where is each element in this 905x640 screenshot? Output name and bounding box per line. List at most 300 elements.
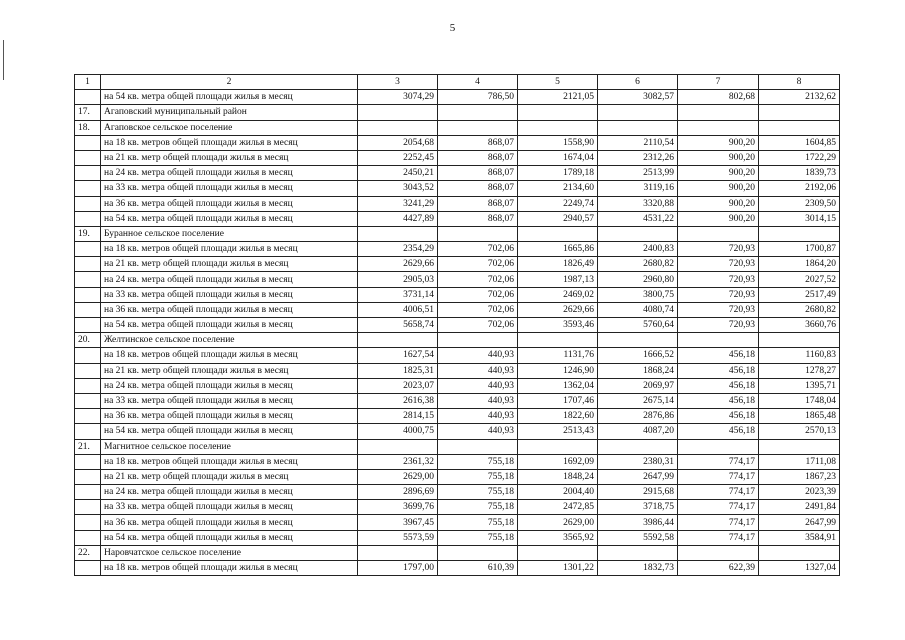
value-cell-col-6: 3082,57: [598, 90, 678, 105]
empty-cell: [678, 439, 759, 454]
row-label: на 21 кв. метр общей площади жилья в месяц: [101, 257, 358, 272]
value-cell-col-6: 2675,14: [598, 393, 678, 408]
row-label: на 54 кв. метра общей площади жилья в месяц: [101, 318, 358, 333]
column-number-3: 3: [358, 75, 438, 90]
section-row: [75, 105, 840, 120]
value-cell-col-8: 1604,85: [759, 135, 840, 150]
empty-cell: [358, 105, 438, 120]
value-cell-col-5: 1246,90: [518, 363, 598, 378]
row-label: на 24 кв. метра общей площади жилья в месяц: [101, 378, 358, 393]
table-row: [75, 378, 840, 393]
value-cell-col-6: 3986,44: [598, 515, 678, 530]
value-cell-col-5: 1987,13: [518, 272, 598, 287]
row-number-cell: [75, 166, 101, 181]
value-cell-col-6: 2915,68: [598, 485, 678, 500]
value-cell-col-5: 3565,92: [518, 530, 598, 545]
value-cell-col-6: 1666,52: [598, 348, 678, 363]
empty-cell: [358, 226, 438, 241]
value-cell-col-5: 1848,24: [518, 469, 598, 484]
value-cell-col-7: 720,93: [678, 242, 759, 257]
table-row: [75, 515, 840, 530]
row-label: на 21 кв. метр общей площади жилья в месяц: [101, 150, 358, 165]
empty-cell: [759, 439, 840, 454]
empty-cell: [598, 120, 678, 135]
table-row: [75, 211, 840, 226]
column-number-4: 4: [438, 75, 518, 90]
row-label: на 54 кв. метра общей площади жилья в месяц: [101, 211, 358, 226]
value-cell-col-6: 1832,73: [598, 561, 678, 576]
table-row: [75, 257, 840, 272]
value-cell-col-6: 1868,24: [598, 363, 678, 378]
value-cell-col-5: 2472,85: [518, 500, 598, 515]
empty-cell: [518, 333, 598, 348]
value-cell-col-6: 2647,99: [598, 469, 678, 484]
empty-cell: [358, 120, 438, 135]
table-row: [75, 150, 840, 165]
value-cell-col-7: 774,17: [678, 530, 759, 545]
section-number: 22.: [75, 545, 101, 560]
table-row: [75, 561, 840, 576]
value-cell-col-6: 2312,26: [598, 150, 678, 165]
value-cell-col-8: 2491,84: [759, 500, 840, 515]
row-label: на 36 кв. метра общей площади жилья в месяц: [101, 515, 358, 530]
value-cell-col-4: 702,06: [438, 302, 518, 317]
row-label: на 33 кв. метра общей площади жилья в месяц: [101, 393, 358, 408]
section-number: 21.: [75, 439, 101, 454]
value-cell-col-4: 702,06: [438, 257, 518, 272]
value-cell-col-3: 3967,45: [358, 515, 438, 530]
value-cell-col-4: 868,07: [438, 181, 518, 196]
row-number-cell: [75, 257, 101, 272]
value-cell-col-5: 2249,74: [518, 196, 598, 211]
value-cell-col-4: 702,06: [438, 242, 518, 257]
column-number-5: 5: [518, 75, 598, 90]
table-row: [75, 485, 840, 500]
value-cell-col-6: 5592,58: [598, 530, 678, 545]
section-title: Желтинское сельское поселение: [101, 333, 358, 348]
value-cell-col-5: 1558,90: [518, 135, 598, 150]
value-cell-col-7: 456,18: [678, 409, 759, 424]
page-number: 5: [449, 22, 456, 34]
section-row: [75, 120, 840, 135]
row-number-cell: [75, 135, 101, 150]
value-cell-col-5: 1822,60: [518, 409, 598, 424]
value-cell-col-4: 440,93: [438, 393, 518, 408]
value-cell-col-4: 786,50: [438, 90, 518, 105]
row-label: на 54 кв. метра общей площади жилья в месяц: [101, 424, 358, 439]
row-number-cell: [75, 378, 101, 393]
row-label: на 33 кв. метра общей площади жилья в месяц: [101, 500, 358, 515]
row-label: на 18 кв. метров общей площади жилья в месяц: [101, 348, 358, 363]
row-label: на 18 кв. метров общей площади жилья в месяц: [101, 242, 358, 257]
value-cell-col-6: 3718,75: [598, 500, 678, 515]
value-cell-col-4: 755,18: [438, 485, 518, 500]
value-cell-col-6: 4531,22: [598, 211, 678, 226]
value-cell-col-8: 1748,04: [759, 393, 840, 408]
row-number-cell: [75, 211, 101, 226]
value-cell-col-6: 4087,20: [598, 424, 678, 439]
value-cell-col-7: 900,20: [678, 196, 759, 211]
empty-cell: [438, 226, 518, 241]
empty-cell: [598, 439, 678, 454]
section-row: [75, 226, 840, 241]
value-cell-col-3: 1797,00: [358, 561, 438, 576]
row-label: на 33 кв. метра общей площади жилья в месяц: [101, 287, 358, 302]
value-cell-col-5: 1665,86: [518, 242, 598, 257]
empty-cell: [518, 439, 598, 454]
value-cell-col-8: 1278,27: [759, 363, 840, 378]
value-cell-col-6: 2400,83: [598, 242, 678, 257]
value-cell-col-8: 2680,82: [759, 302, 840, 317]
empty-cell: [598, 545, 678, 560]
table-row: [75, 409, 840, 424]
empty-cell: [759, 333, 840, 348]
value-cell-col-4: 868,07: [438, 166, 518, 181]
value-cell-col-3: 4000,75: [358, 424, 438, 439]
section-number: 19.: [75, 226, 101, 241]
value-cell-col-5: 2629,00: [518, 515, 598, 530]
value-cell-col-7: 456,18: [678, 393, 759, 408]
table-row: [75, 272, 840, 287]
column-number-1: 1: [75, 75, 101, 90]
value-cell-col-3: 2023,07: [358, 378, 438, 393]
value-cell-col-4: 868,07: [438, 196, 518, 211]
value-cell-col-7: 802,68: [678, 90, 759, 105]
value-cell-col-7: 774,17: [678, 515, 759, 530]
empty-cell: [518, 226, 598, 241]
value-cell-col-8: 1700,87: [759, 242, 840, 257]
row-number-cell: [75, 469, 101, 484]
value-cell-col-8: 2570,13: [759, 424, 840, 439]
value-cell-col-5: 2629,66: [518, 302, 598, 317]
value-cell-col-4: 755,18: [438, 500, 518, 515]
value-cell-col-3: 5573,59: [358, 530, 438, 545]
value-cell-col-6: 5760,64: [598, 318, 678, 333]
section-title: Наровчатское сельское поселение: [101, 545, 358, 560]
value-cell-col-5: 1131,76: [518, 348, 598, 363]
section-row: [75, 439, 840, 454]
value-cell-col-3: 2450,21: [358, 166, 438, 181]
value-cell-col-5: 2469,02: [518, 287, 598, 302]
row-number-cell: [75, 454, 101, 469]
empty-cell: [358, 333, 438, 348]
empty-cell: [759, 226, 840, 241]
empty-cell: [678, 545, 759, 560]
value-cell-col-8: 1711,08: [759, 454, 840, 469]
section-title: Магнитное сельское поселение: [101, 439, 358, 454]
value-cell-col-4: 610,39: [438, 561, 518, 576]
table-row: [75, 302, 840, 317]
value-cell-col-8: 2027,52: [759, 272, 840, 287]
value-cell-col-5: 1674,04: [518, 150, 598, 165]
table-row: [75, 363, 840, 378]
value-cell-col-3: 1825,31: [358, 363, 438, 378]
row-label: на 21 кв. метр общей площади жилья в месяц: [101, 363, 358, 378]
value-cell-col-8: 1160,83: [759, 348, 840, 363]
empty-cell: [678, 333, 759, 348]
table-row: [75, 90, 840, 105]
row-label: на 24 кв. метра общей площади жилья в месяц: [101, 166, 358, 181]
value-cell-col-6: 3320,88: [598, 196, 678, 211]
value-cell-col-5: 2004,40: [518, 485, 598, 500]
value-cell-col-3: 2616,38: [358, 393, 438, 408]
empty-cell: [759, 105, 840, 120]
value-cell-col-7: 720,93: [678, 272, 759, 287]
row-number-cell: [75, 90, 101, 105]
table-row: [75, 196, 840, 211]
value-cell-col-8: 2647,99: [759, 515, 840, 530]
value-cell-col-8: 1395,71: [759, 378, 840, 393]
value-cell-col-4: 702,06: [438, 287, 518, 302]
value-cell-col-8: 2132,62: [759, 90, 840, 105]
row-number-cell: [75, 500, 101, 515]
value-cell-col-5: 1826,49: [518, 257, 598, 272]
column-number-header-row: [75, 75, 840, 90]
value-cell-col-6: 3800,75: [598, 287, 678, 302]
row-number-cell: [75, 485, 101, 500]
section-number: 20.: [75, 333, 101, 348]
value-cell-col-7: 900,20: [678, 181, 759, 196]
value-cell-col-4: 755,18: [438, 515, 518, 530]
table-row: [75, 530, 840, 545]
row-number-cell: [75, 287, 101, 302]
value-cell-col-3: 5658,74: [358, 318, 438, 333]
value-cell-col-7: 720,93: [678, 257, 759, 272]
value-cell-col-7: 774,17: [678, 500, 759, 515]
value-cell-col-8: 1864,20: [759, 257, 840, 272]
value-cell-col-4: 440,93: [438, 424, 518, 439]
value-cell-col-3: 3731,14: [358, 287, 438, 302]
section-row: [75, 333, 840, 348]
table-row: [75, 454, 840, 469]
row-number-cell: [75, 150, 101, 165]
row-label: на 18 кв. метров общей площади жилья в месяц: [101, 561, 358, 576]
value-cell-col-7: 774,17: [678, 454, 759, 469]
value-cell-col-4: 440,93: [438, 348, 518, 363]
value-cell-col-3: 1627,54: [358, 348, 438, 363]
row-label: на 24 кв. метра общей площади жилья в месяц: [101, 272, 358, 287]
empty-cell: [518, 120, 598, 135]
row-number-cell: [75, 530, 101, 545]
empty-cell: [358, 545, 438, 560]
value-cell-col-7: 900,20: [678, 166, 759, 181]
value-cell-col-7: 900,20: [678, 135, 759, 150]
value-cell-col-5: 3593,46: [518, 318, 598, 333]
empty-cell: [759, 120, 840, 135]
empty-cell: [678, 120, 759, 135]
table-row: [75, 469, 840, 484]
empty-cell: [358, 439, 438, 454]
empty-cell: [438, 333, 518, 348]
value-cell-col-3: 2361,32: [358, 454, 438, 469]
empty-cell: [438, 120, 518, 135]
section-row: [75, 545, 840, 560]
value-cell-col-5: 1362,04: [518, 378, 598, 393]
value-cell-col-4: 868,07: [438, 211, 518, 226]
row-label: на 18 кв. метров общей площади жилья в месяц: [101, 454, 358, 469]
row-number-cell: [75, 393, 101, 408]
section-title: Агаповский муниципальный район: [101, 105, 358, 120]
row-label: на 33 кв. метра общей площади жилья в месяц: [101, 181, 358, 196]
value-cell-col-6: 4080,74: [598, 302, 678, 317]
value-cell-col-6: 2680,82: [598, 257, 678, 272]
value-cell-col-8: 2309,50: [759, 196, 840, 211]
section-number: 17.: [75, 105, 101, 120]
row-number-cell: [75, 363, 101, 378]
row-number-cell: [75, 181, 101, 196]
value-cell-col-4: 755,18: [438, 469, 518, 484]
value-cell-col-3: 2629,66: [358, 257, 438, 272]
row-label: на 21 кв. метр общей площади жилья в месяц: [101, 469, 358, 484]
value-cell-col-7: 720,93: [678, 287, 759, 302]
value-cell-col-4: 440,93: [438, 378, 518, 393]
value-cell-col-6: 2110,54: [598, 135, 678, 150]
value-cell-col-4: 440,93: [438, 363, 518, 378]
column-number-7: 7: [678, 75, 759, 90]
table-row: [75, 181, 840, 196]
value-cell-col-8: 3660,76: [759, 318, 840, 333]
value-cell-col-5: 1707,46: [518, 393, 598, 408]
value-cell-col-3: 2905,03: [358, 272, 438, 287]
value-cell-col-7: 456,18: [678, 348, 759, 363]
value-cell-col-3: 2896,69: [358, 485, 438, 500]
value-cell-col-5: 2134,60: [518, 181, 598, 196]
row-label: на 18 кв. метров общей площади жилья в месяц: [101, 135, 358, 150]
value-cell-col-8: 1865,48: [759, 409, 840, 424]
scan-edge-mark: [3, 40, 4, 80]
table-row: [75, 242, 840, 257]
row-label: на 54 кв. метра общей площади жилья в месяц: [101, 530, 358, 545]
table-row: [75, 287, 840, 302]
value-cell-col-6: 2380,31: [598, 454, 678, 469]
row-number-cell: [75, 302, 101, 317]
value-cell-col-4: 755,18: [438, 454, 518, 469]
table-row: [75, 424, 840, 439]
value-cell-col-3: 3043,52: [358, 181, 438, 196]
section-title: Буранное сельское поселение: [101, 226, 358, 241]
value-cell-col-8: 2517,49: [759, 287, 840, 302]
value-cell-col-6: 3119,16: [598, 181, 678, 196]
table-body: [75, 75, 840, 576]
value-cell-col-3: 4006,51: [358, 302, 438, 317]
value-cell-col-3: 3074,29: [358, 90, 438, 105]
empty-cell: [598, 105, 678, 120]
tariff-table: [74, 74, 840, 576]
value-cell-col-8: 3014,15: [759, 211, 840, 226]
value-cell-col-3: 2354,29: [358, 242, 438, 257]
value-cell-col-6: 2960,80: [598, 272, 678, 287]
row-number-cell: [75, 561, 101, 576]
value-cell-col-8: 1722,29: [759, 150, 840, 165]
row-label: на 36 кв. метра общей площади жилья в месяц: [101, 409, 358, 424]
table-row: [75, 318, 840, 333]
row-number-cell: [75, 196, 101, 211]
empty-cell: [518, 545, 598, 560]
value-cell-col-7: 774,17: [678, 469, 759, 484]
empty-cell: [598, 333, 678, 348]
row-number-cell: [75, 424, 101, 439]
value-cell-col-7: 900,20: [678, 150, 759, 165]
value-cell-col-7: 456,18: [678, 363, 759, 378]
section-title: Агаповское сельское поселение: [101, 120, 358, 135]
empty-cell: [678, 226, 759, 241]
value-cell-col-8: 2023,39: [759, 485, 840, 500]
row-number-cell: [75, 348, 101, 363]
empty-cell: [438, 439, 518, 454]
value-cell-col-6: 2876,86: [598, 409, 678, 424]
value-cell-col-4: 440,93: [438, 409, 518, 424]
value-cell-col-7: 720,93: [678, 302, 759, 317]
value-cell-col-4: 755,18: [438, 530, 518, 545]
value-cell-col-7: 774,17: [678, 485, 759, 500]
row-label: на 24 кв. метра общей площади жилья в месяц: [101, 485, 358, 500]
row-number-cell: [75, 409, 101, 424]
value-cell-col-5: 1301,22: [518, 561, 598, 576]
value-cell-col-4: 702,06: [438, 318, 518, 333]
row-number-cell: [75, 515, 101, 530]
table-row: [75, 166, 840, 181]
value-cell-col-8: 1327,04: [759, 561, 840, 576]
value-cell-col-4: 868,07: [438, 150, 518, 165]
value-cell-col-3: 3241,29: [358, 196, 438, 211]
row-number-cell: [75, 242, 101, 257]
row-label: на 54 кв. метра общей площади жилья в месяц: [101, 90, 358, 105]
table-row: [75, 348, 840, 363]
row-number-cell: [75, 318, 101, 333]
column-number-6: 6: [598, 75, 678, 90]
empty-cell: [759, 545, 840, 560]
value-cell-col-3: 2054,68: [358, 135, 438, 150]
table-row: [75, 393, 840, 408]
empty-cell: [518, 105, 598, 120]
empty-cell: [678, 105, 759, 120]
value-cell-col-5: 1789,18: [518, 166, 598, 181]
value-cell-col-3: 4427,89: [358, 211, 438, 226]
value-cell-col-8: 1839,73: [759, 166, 840, 181]
value-cell-col-7: 622,39: [678, 561, 759, 576]
value-cell-col-5: 1692,09: [518, 454, 598, 469]
column-number-2: 2: [101, 75, 358, 90]
value-cell-col-6: 2069,97: [598, 378, 678, 393]
value-cell-col-5: 2940,57: [518, 211, 598, 226]
value-cell-col-4: 702,06: [438, 272, 518, 287]
empty-cell: [438, 545, 518, 560]
value-cell-col-3: 2629,00: [358, 469, 438, 484]
value-cell-col-5: 2513,43: [518, 424, 598, 439]
column-number-8: 8: [759, 75, 840, 90]
row-label: на 36 кв. метра общей площади жилья в месяц: [101, 302, 358, 317]
value-cell-col-4: 868,07: [438, 135, 518, 150]
value-cell-col-5: 2121,05: [518, 90, 598, 105]
section-number: 18.: [75, 120, 101, 135]
empty-cell: [598, 226, 678, 241]
value-cell-col-7: 720,93: [678, 318, 759, 333]
row-label: на 36 кв. метра общей площади жилья в месяц: [101, 196, 358, 211]
value-cell-col-6: 2513,99: [598, 166, 678, 181]
value-cell-col-3: 2252,45: [358, 150, 438, 165]
value-cell-col-8: 2192,06: [759, 181, 840, 196]
value-cell-col-8: 3584,91: [759, 530, 840, 545]
value-cell-col-8: 1867,23: [759, 469, 840, 484]
value-cell-col-7: 456,18: [678, 424, 759, 439]
value-cell-col-7: 900,20: [678, 211, 759, 226]
value-cell-col-3: 2814,15: [358, 409, 438, 424]
row-number-cell: [75, 272, 101, 287]
value-cell-col-3: 3699,76: [358, 500, 438, 515]
table-row: [75, 135, 840, 150]
empty-cell: [438, 105, 518, 120]
table-row: [75, 500, 840, 515]
